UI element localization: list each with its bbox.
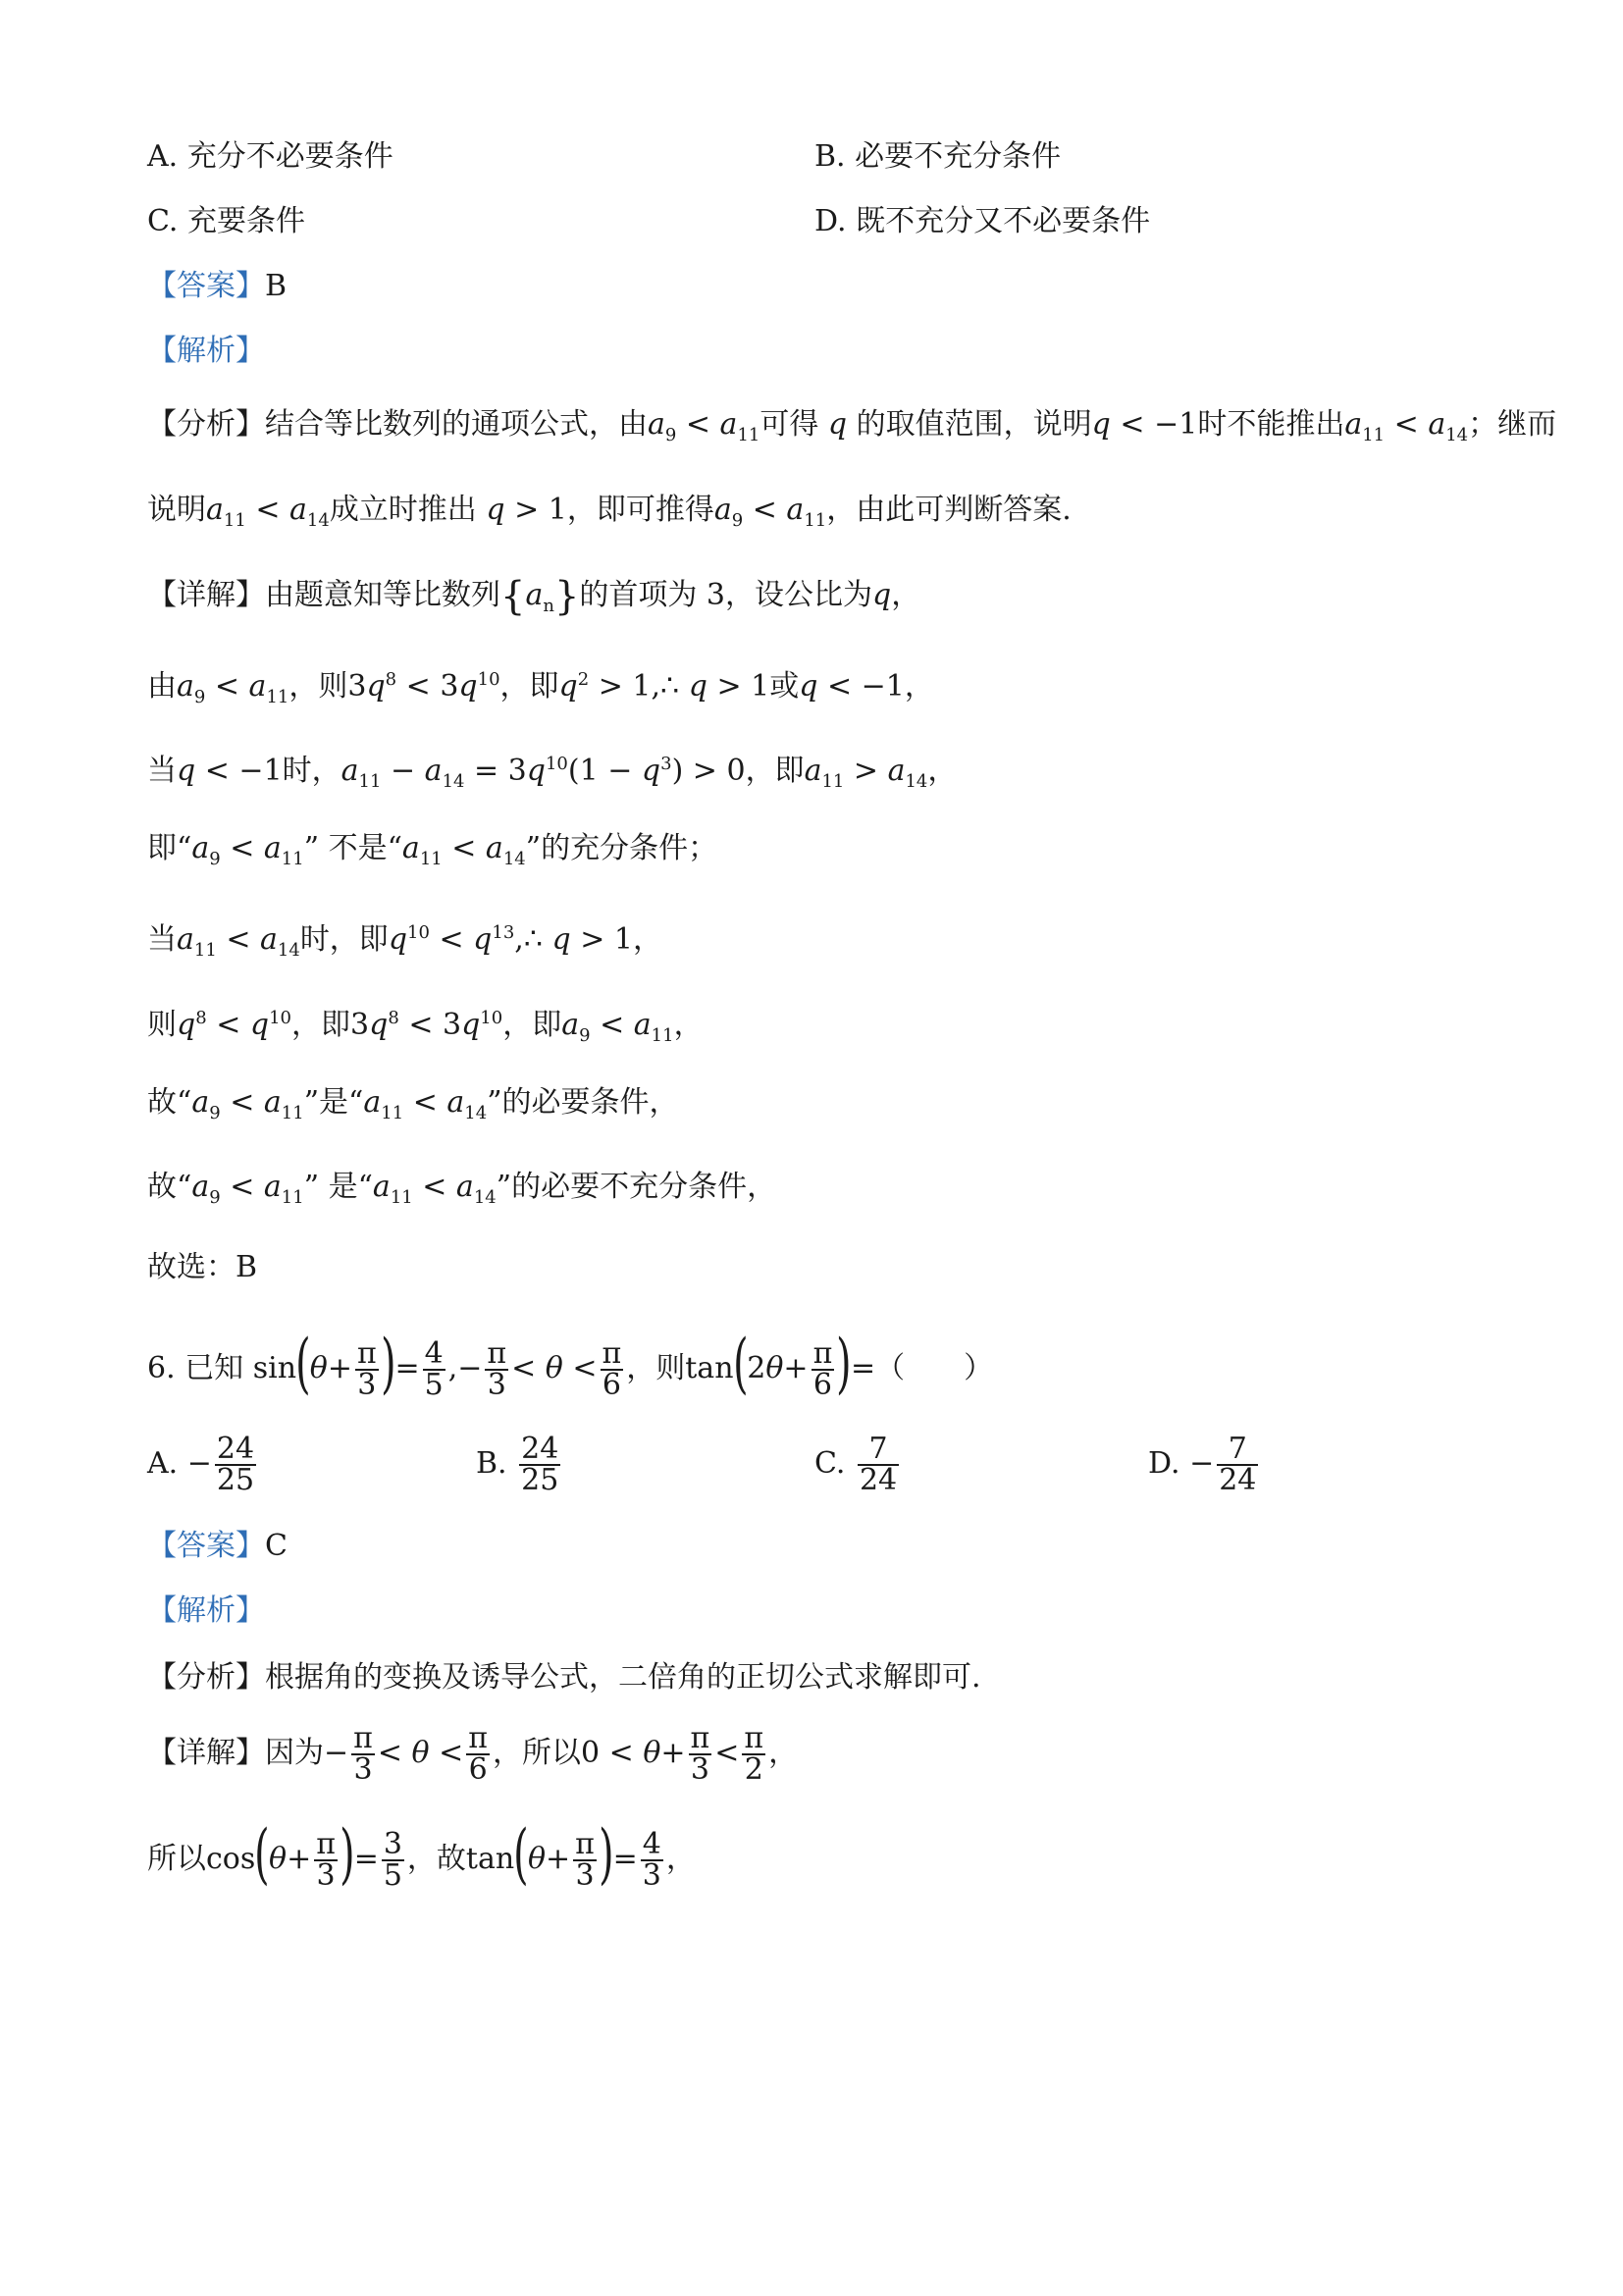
- numerator: 7: [1217, 1435, 1258, 1466]
- option-text: 必要不充分条件: [855, 139, 1062, 174]
- numerator: 7: [858, 1435, 899, 1466]
- math: tan(θ+ $\frac{\pi}{3}$ )= $\frac{4}{3}$: [465, 1816, 661, 1893]
- math: $a_9 < a_{11}$: [177, 669, 289, 707]
- math: $a_9 < a_{11}$: [648, 407, 760, 445]
- detail-line-5: [147, 913, 662, 970]
- detail-tag: 【详解】: [147, 578, 265, 612]
- answer-value: C: [265, 1529, 288, 1563]
- math: $q^2$ > 1,∴ q > 1: [558, 669, 770, 704]
- text: 因为: [265, 1736, 324, 1770]
- text: ，: [768, 1736, 799, 1770]
- math: q: [1091, 407, 1111, 442]
- math: − $\frac{\pi}{3}$ < θ < $\frac{\pi}{6}$: [324, 1721, 489, 1787]
- option-fraction: [1217, 1432, 1258, 1497]
- option-c: [147, 202, 305, 241]
- text: 则: [147, 1008, 177, 1042]
- fenxi-line-2: 说明$a_{11} < a_{14}$成立时推出 q > 1，即可推得$a_9 < a_{11}$，由此可判断答案.: [147, 493, 1072, 531]
- option-letter: C.: [147, 204, 179, 238]
- math: $3q^8 < 3q^{10}$: [347, 669, 500, 704]
- text: 故“: [147, 1085, 192, 1120]
- option-a: [147, 137, 393, 177]
- numerator: 24: [521, 1432, 559, 1466]
- fenxi-line-1: 【分析】结合等比数列的通项公式，由$a_9 < a_{11}$可得 q 的取值范围，说明q < −1时不能推出$a_{11} < a_{14}$；继而: [147, 407, 1557, 445]
- text: 由题意知等比数列: [265, 578, 500, 612]
- text: ，所以: [493, 1736, 582, 1770]
- option-letter: B.: [476, 1446, 507, 1481]
- detail-line-4: [147, 829, 717, 879]
- q6-option-b: [476, 1432, 563, 1497]
- text: 故“: [147, 1170, 192, 1204]
- math: $a_{11} < a_{14}$: [372, 1170, 497, 1208]
- fenxi-text: 根据角的变换及诱导公式，二倍角的正切公式求解即可.: [265, 1660, 981, 1695]
- option-letter: A.: [147, 139, 179, 174]
- math: $a_9 < a_{11}$: [191, 831, 304, 869]
- question-6-stem: [147, 1326, 994, 1404]
- math: q: [872, 578, 892, 612]
- option-fraction: [858, 1432, 899, 1497]
- text: ”的必要不充分条件，: [496, 1170, 777, 1204]
- text: 的首项为 3，设公比为: [579, 578, 873, 612]
- option-sign: −: [186, 1446, 212, 1481]
- option-letter: D.: [814, 204, 847, 238]
- text: 结合等比数列的通项公式，由: [265, 407, 648, 442]
- option-letter: B.: [814, 139, 846, 174]
- math: q: [827, 407, 848, 442]
- text: ；继而: [1468, 407, 1557, 442]
- math: q < −1: [799, 669, 905, 704]
- fenxi-tag: 【分析】: [147, 407, 265, 442]
- math: cos(θ+ $\frac{\pi}{3}$ )= $\frac{3}{5}$: [206, 1816, 402, 1893]
- text: ，即: [502, 1008, 562, 1042]
- q6-option-d: [1148, 1432, 1261, 1497]
- q6-detail-line-2: [147, 1816, 696, 1895]
- math: $a_{11} - a_{14} = 3q^{10}(1 - q^3) > 0$: [340, 754, 746, 792]
- text: ，: [673, 1008, 704, 1042]
- math: $a_9 < a_{11}$: [191, 1170, 304, 1208]
- math: $a_{11} < a_{14}$: [363, 1085, 488, 1123]
- math: sin(θ+ $\frac{\pi}{3}$ )= $\frac{4}{5}$ ,− $\frac{\pi}{3}$ < θ < $\frac{\pi}{6}$: [252, 1326, 622, 1402]
- math: $a_{11} > a_{14}$: [804, 754, 928, 792]
- math: $a_{11} < a_{14}$: [206, 493, 330, 531]
- option-letter: D.: [1148, 1446, 1180, 1481]
- answer-tag: 【答案】: [147, 269, 265, 303]
- option-text: 充要条件: [186, 204, 305, 238]
- analysis-heading: [147, 332, 265, 371]
- choose-line: [147, 1248, 257, 1287]
- text: ，: [665, 1842, 696, 1876]
- math: $a_9 < a_{11}$: [191, 1085, 304, 1123]
- text: ，由此可判断答案.: [826, 493, 1072, 527]
- text: 说明: [147, 493, 206, 527]
- q6-option-c: [814, 1432, 902, 1497]
- text: ，: [891, 578, 921, 612]
- math: $a_{11} < a_{14}$: [401, 831, 526, 869]
- math: $q^8 < q^{10}$: [177, 1008, 292, 1042]
- choose-text: 故选：B: [147, 1250, 258, 1284]
- q6-option-a: [147, 1432, 259, 1497]
- numerator: 24: [216, 1432, 255, 1466]
- text: ，: [632, 922, 662, 957]
- text: 或: [769, 669, 800, 704]
- analysis-tag: 【解析】: [147, 334, 265, 368]
- text: ，故: [406, 1842, 466, 1876]
- detail-line-2: [147, 660, 934, 717]
- answer-value: B: [265, 269, 288, 303]
- denominator: 25: [216, 1463, 255, 1497]
- text: 所以: [147, 1842, 206, 1876]
- math: tan(2θ+ $\frac{\pi}{6}$ )=: [685, 1326, 876, 1402]
- detail-line-6: [147, 999, 704, 1056]
- text: 当: [147, 754, 177, 788]
- text: ”是“: [303, 1085, 364, 1120]
- option-letter: A.: [147, 1446, 179, 1481]
- text: ，: [904, 669, 934, 704]
- text: ，即可推得: [566, 493, 714, 527]
- denominator: 24: [1219, 1463, 1257, 1497]
- option-text: 既不充分又不必要条件: [856, 204, 1151, 238]
- denominator: 24: [859, 1463, 898, 1497]
- text: ，即: [291, 1008, 351, 1042]
- q6-analysis-heading: [147, 1592, 265, 1631]
- option-b: [814, 137, 1061, 177]
- option-d: [814, 202, 1150, 241]
- text: ，即: [499, 669, 559, 704]
- q6-detail-line-1: [147, 1719, 798, 1788]
- math: $a_{11} < a_{14}$: [177, 922, 300, 961]
- math: $a_n$: [525, 578, 554, 616]
- text: （ ）: [875, 1351, 994, 1385]
- denominator: 25: [521, 1463, 559, 1497]
- text: 即“: [147, 831, 192, 865]
- fenxi-tag: 【分析】: [147, 1660, 265, 1695]
- text: ”的必要条件，: [487, 1085, 679, 1120]
- text: 当: [147, 922, 177, 957]
- option-fraction: [215, 1432, 256, 1497]
- math: q < −1: [177, 754, 283, 788]
- text: ，: [927, 754, 958, 788]
- option-text: 充分不必要条件: [186, 139, 393, 174]
- text: 时，即: [299, 922, 389, 957]
- math: $a_{11} < a_{14}$: [1344, 407, 1469, 445]
- text: ，即: [745, 754, 805, 788]
- answer-tag: 【答案】: [147, 1529, 265, 1563]
- text: 由: [147, 669, 177, 704]
- text: ” 不是“: [303, 831, 402, 865]
- math: $q^{10}$ < $q^{13},\therefore$ q > 1: [388, 922, 633, 957]
- text: ” 是“: [303, 1170, 373, 1204]
- text: 的取值范围，说明: [856, 407, 1092, 442]
- q6-fenxi-line: [147, 1658, 981, 1697]
- text: ”的充分条件；: [525, 831, 718, 865]
- text: 6. 已知: [147, 1351, 244, 1385]
- text: 可得: [759, 407, 819, 442]
- math: $3q^8 < 3q^{10}$: [350, 1008, 503, 1042]
- detail-line-8: [147, 1168, 776, 1218]
- option-letter: C.: [814, 1446, 846, 1481]
- detail-line-3: [147, 745, 957, 802]
- math: $a_9 < a_{11}$: [561, 1008, 674, 1046]
- text: 时，: [282, 754, 341, 788]
- detail-tag: 【详解】: [147, 1736, 265, 1770]
- analysis-tag: 【解析】: [147, 1593, 265, 1628]
- detail-line-1: 【详解】由题意知等比数列$\{a_n\}$的首项为 3，设公比为q，: [147, 574, 921, 619]
- math: q: [486, 493, 505, 527]
- option-fraction: [519, 1432, 560, 1497]
- option-sign: −: [1189, 1446, 1215, 1481]
- text: 时不能推出: [1197, 407, 1345, 442]
- math: 0 < θ+ $\frac{\pi}{3}$ < $\frac{\pi}{2}$: [581, 1721, 764, 1787]
- text: ，则: [288, 669, 348, 704]
- q6-answer-line: [147, 1527, 288, 1566]
- text: 成立时推出: [329, 493, 477, 527]
- detail-line-7: [147, 1083, 679, 1133]
- math: $a_9 < a_{11}$: [713, 493, 827, 531]
- answer-line: [147, 267, 287, 306]
- text: ，则: [626, 1351, 686, 1385]
